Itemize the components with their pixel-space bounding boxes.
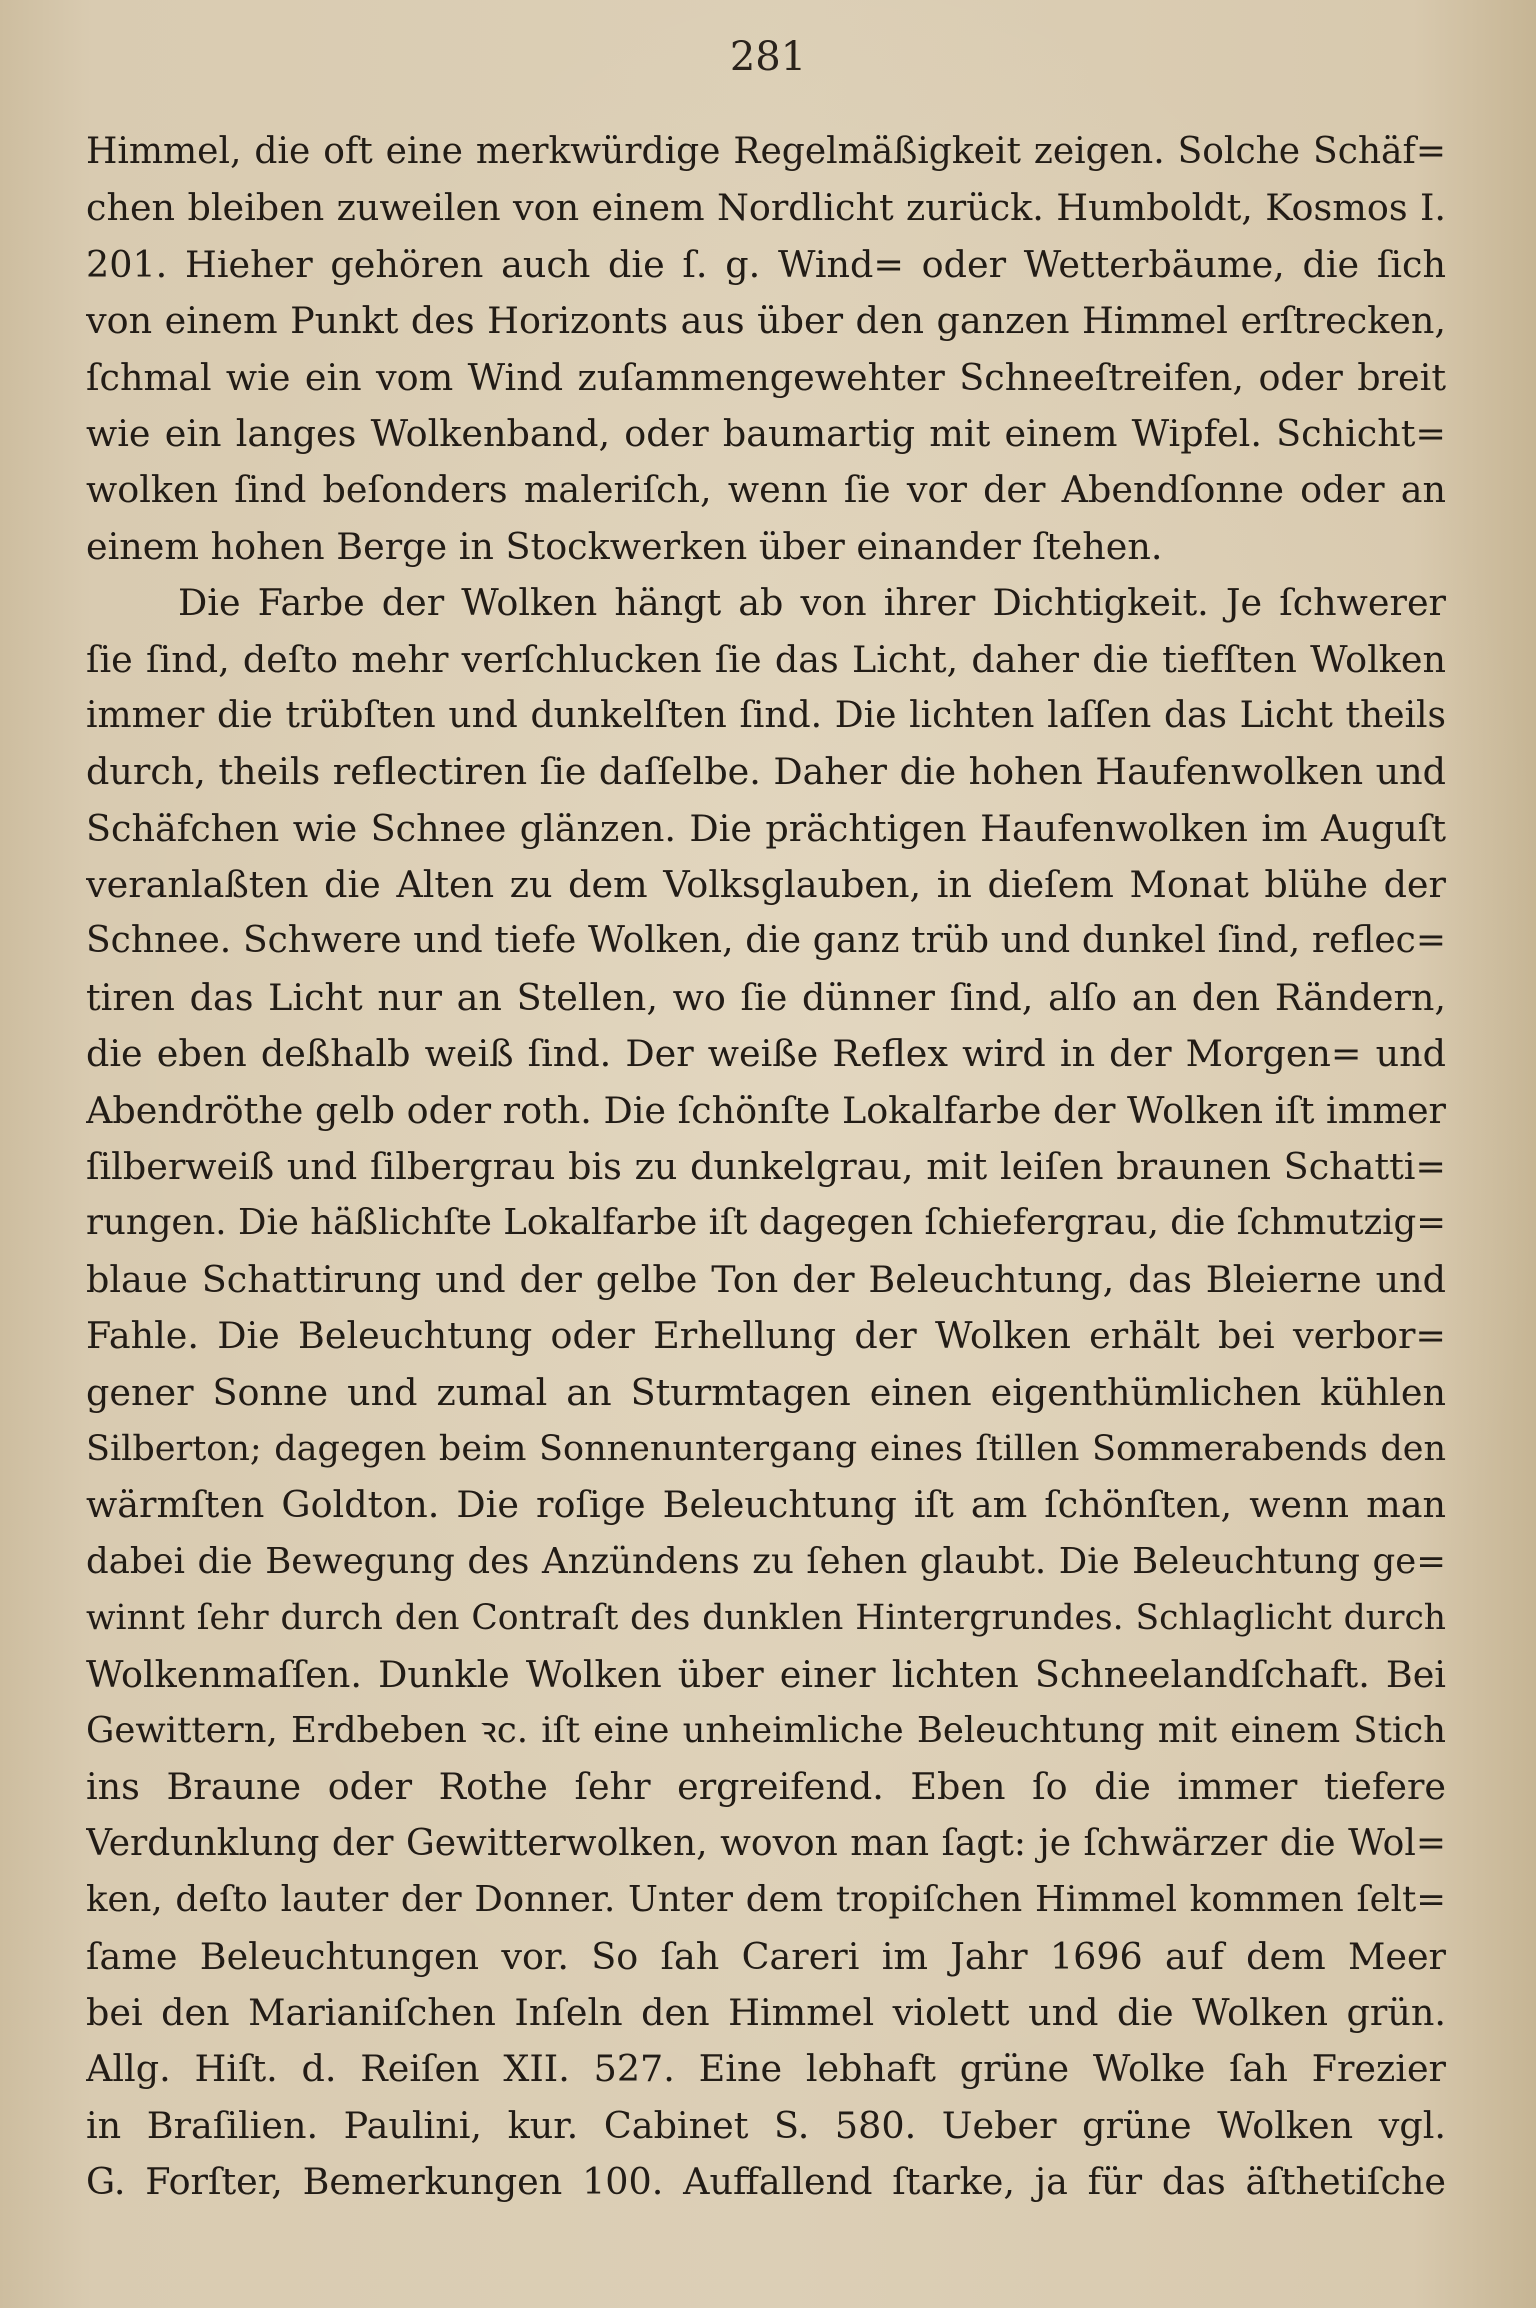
text-line: Schäfchen wie Schnee glänzen. Die prächtigen Haufenwolken im Auguſt <box>86 806 1446 850</box>
text-line: Silberton; dagegen beim Sonnenuntergang eines ſtillen Sommerabends den <box>86 1428 1446 1469</box>
text-line: winnt ſehr durch den Contraſt des dunklen Hintergrundes. Schlaglicht durch <box>86 1598 1446 1639</box>
text-line: ſie ſind, deſto mehr verſchlucken ſie das Licht, daher die tiefſten Wolken <box>86 637 1446 681</box>
text-line: wie ein langes Wolkenband, oder baumartig mit einem Wipfel. Schicht= <box>86 411 1446 455</box>
text-line: Schnee. Schwere und tiefe Wolken, die ganz trüb und dunkel ſind, reflec= <box>86 920 1446 962</box>
text-line: veranlaßten die Alten zu dem Volksglauben, in dieſem Monat blühe der <box>86 863 1446 907</box>
text-line: durch, theils reflectiren ſie daſſelbe. Daher die hohen Haufenwolken und <box>86 750 1446 794</box>
text-line: wärmſten Goldton. Die roſige Beleuchtung iſt am ſchönſten, wenn man <box>86 1483 1446 1527</box>
text-line: Wolkenmaſſen. Dunkle Wolken über einer lichten Schneelandſchaft. Bei <box>86 1652 1446 1696</box>
text-line: rungen. Die häßlichſte Lokalfarbe iſt dagegen ſchiefergrau, die ſchmutzig= <box>86 1202 1446 1244</box>
page-number: 281 <box>729 34 807 80</box>
text-line: ken, deſto lauter der Donner. Unter dem tropiſchen Himmel kommen ſelt= <box>86 1879 1446 1921</box>
text-line: 201. Hieher gehören auch die ſ. g. Wind= oder Wetterbäume, die ſich <box>86 242 1446 286</box>
text-line: chen bleiben zuweilen von einem Nordlicht zurück. Humboldt, Kosmos I. <box>86 186 1446 230</box>
text-line: ſame Beleuchtungen vor. So ſah Careri im Jahr 1696 auf dem Meer <box>86 1934 1446 1978</box>
text-line: von einem Punkt des Horizonts aus über den ganzen Himmel erſtrecken, <box>86 299 1446 343</box>
text-line: die eben deßhalb weiß ſind. Der weiße Reflex wird in der Morgen= und <box>86 1032 1446 1076</box>
body-text <box>86 124 1446 2210</box>
text-line: G. Forſter, Bemerkungen 100. Auffallend ſtarke, ja für das äſthetiſche <box>86 2160 1446 2204</box>
text-line: immer die trübſten und dunkelſten ſind. Die lichten laſſen das Licht theils <box>86 694 1446 736</box>
text-line: bei den Marianiſchen Inſeln den Himmel violett und die Wolken grün. <box>86 1990 1446 2034</box>
text-line: Gewittern, Erdbeben ꝛc. iſt eine unheimliche Beleuchtung mit einem Stich <box>86 1709 1446 1751</box>
text-line: ins Braune oder Rothe ſehr ergreifend. Eben ſo die immer tiefere <box>86 1765 1446 1809</box>
text-line: Abendröthe gelb oder roth. Die ſchönſte Lokalfarbe der Wolken iſt immer <box>86 1088 1446 1132</box>
text-line: Verdunklung der Gewitterwolken, wovon man ſagt: je ſchwärzer die Wol= <box>86 1822 1446 1864</box>
text-line: Fahle. Die Beleuchtung oder Erhellung der Wolken erhält bei verbor= <box>86 1314 1446 1358</box>
text-line: gener Sonne und zumal an Sturmtagen einen eigenthümlichen kühlen <box>86 1370 1446 1414</box>
text-line: wolken ſind beſonders maleriſch, wenn ſie vor der Abendſonne oder an <box>86 468 1446 512</box>
text-line: tiren das Licht nur an Stellen, wo ſie dünner ſind, alſo an den Rändern, <box>86 975 1446 1019</box>
text-line: ſilberweiß und ſilbergrau bis zu dunkelgrau, mit leiſen braunen Schatti= <box>86 1145 1446 1189</box>
text-line: einem hohen Berge in Stockwerken über einander ſtehen. <box>86 524 1163 568</box>
text-line: dabei die Bewegung des Anzündens zu ſehen glaubt. Die Beleuchtung ge= <box>86 1540 1446 1582</box>
paragraph-start-line: Die Farbe der Wolken hängt ab von ihrer Dichtigkeit. Je ſchwerer <box>178 581 1446 625</box>
text-line: Himmel, die oft eine merkwürdige Regelmäßigkeit zeigen. Solche Schäf= <box>86 131 1446 172</box>
text-line: blaue Schattirung und der gelbe Ton der Beleuchtung, das Bleierne und <box>86 1257 1446 1301</box>
text-line: in Braſilien. Paulini, kur. Cabinet S. 580. Ueber grüne Wolken vgl. <box>86 2103 1446 2147</box>
text-line: Allg. Hiſt. d. Reiſen XII. 527. Eine lebhaft grüne Wolke ſah Frezier <box>86 2047 1446 2091</box>
text-line: ſchmal wie ein vom Wind zuſammengewehter Schneeſtreifen, oder breit <box>86 355 1446 399</box>
